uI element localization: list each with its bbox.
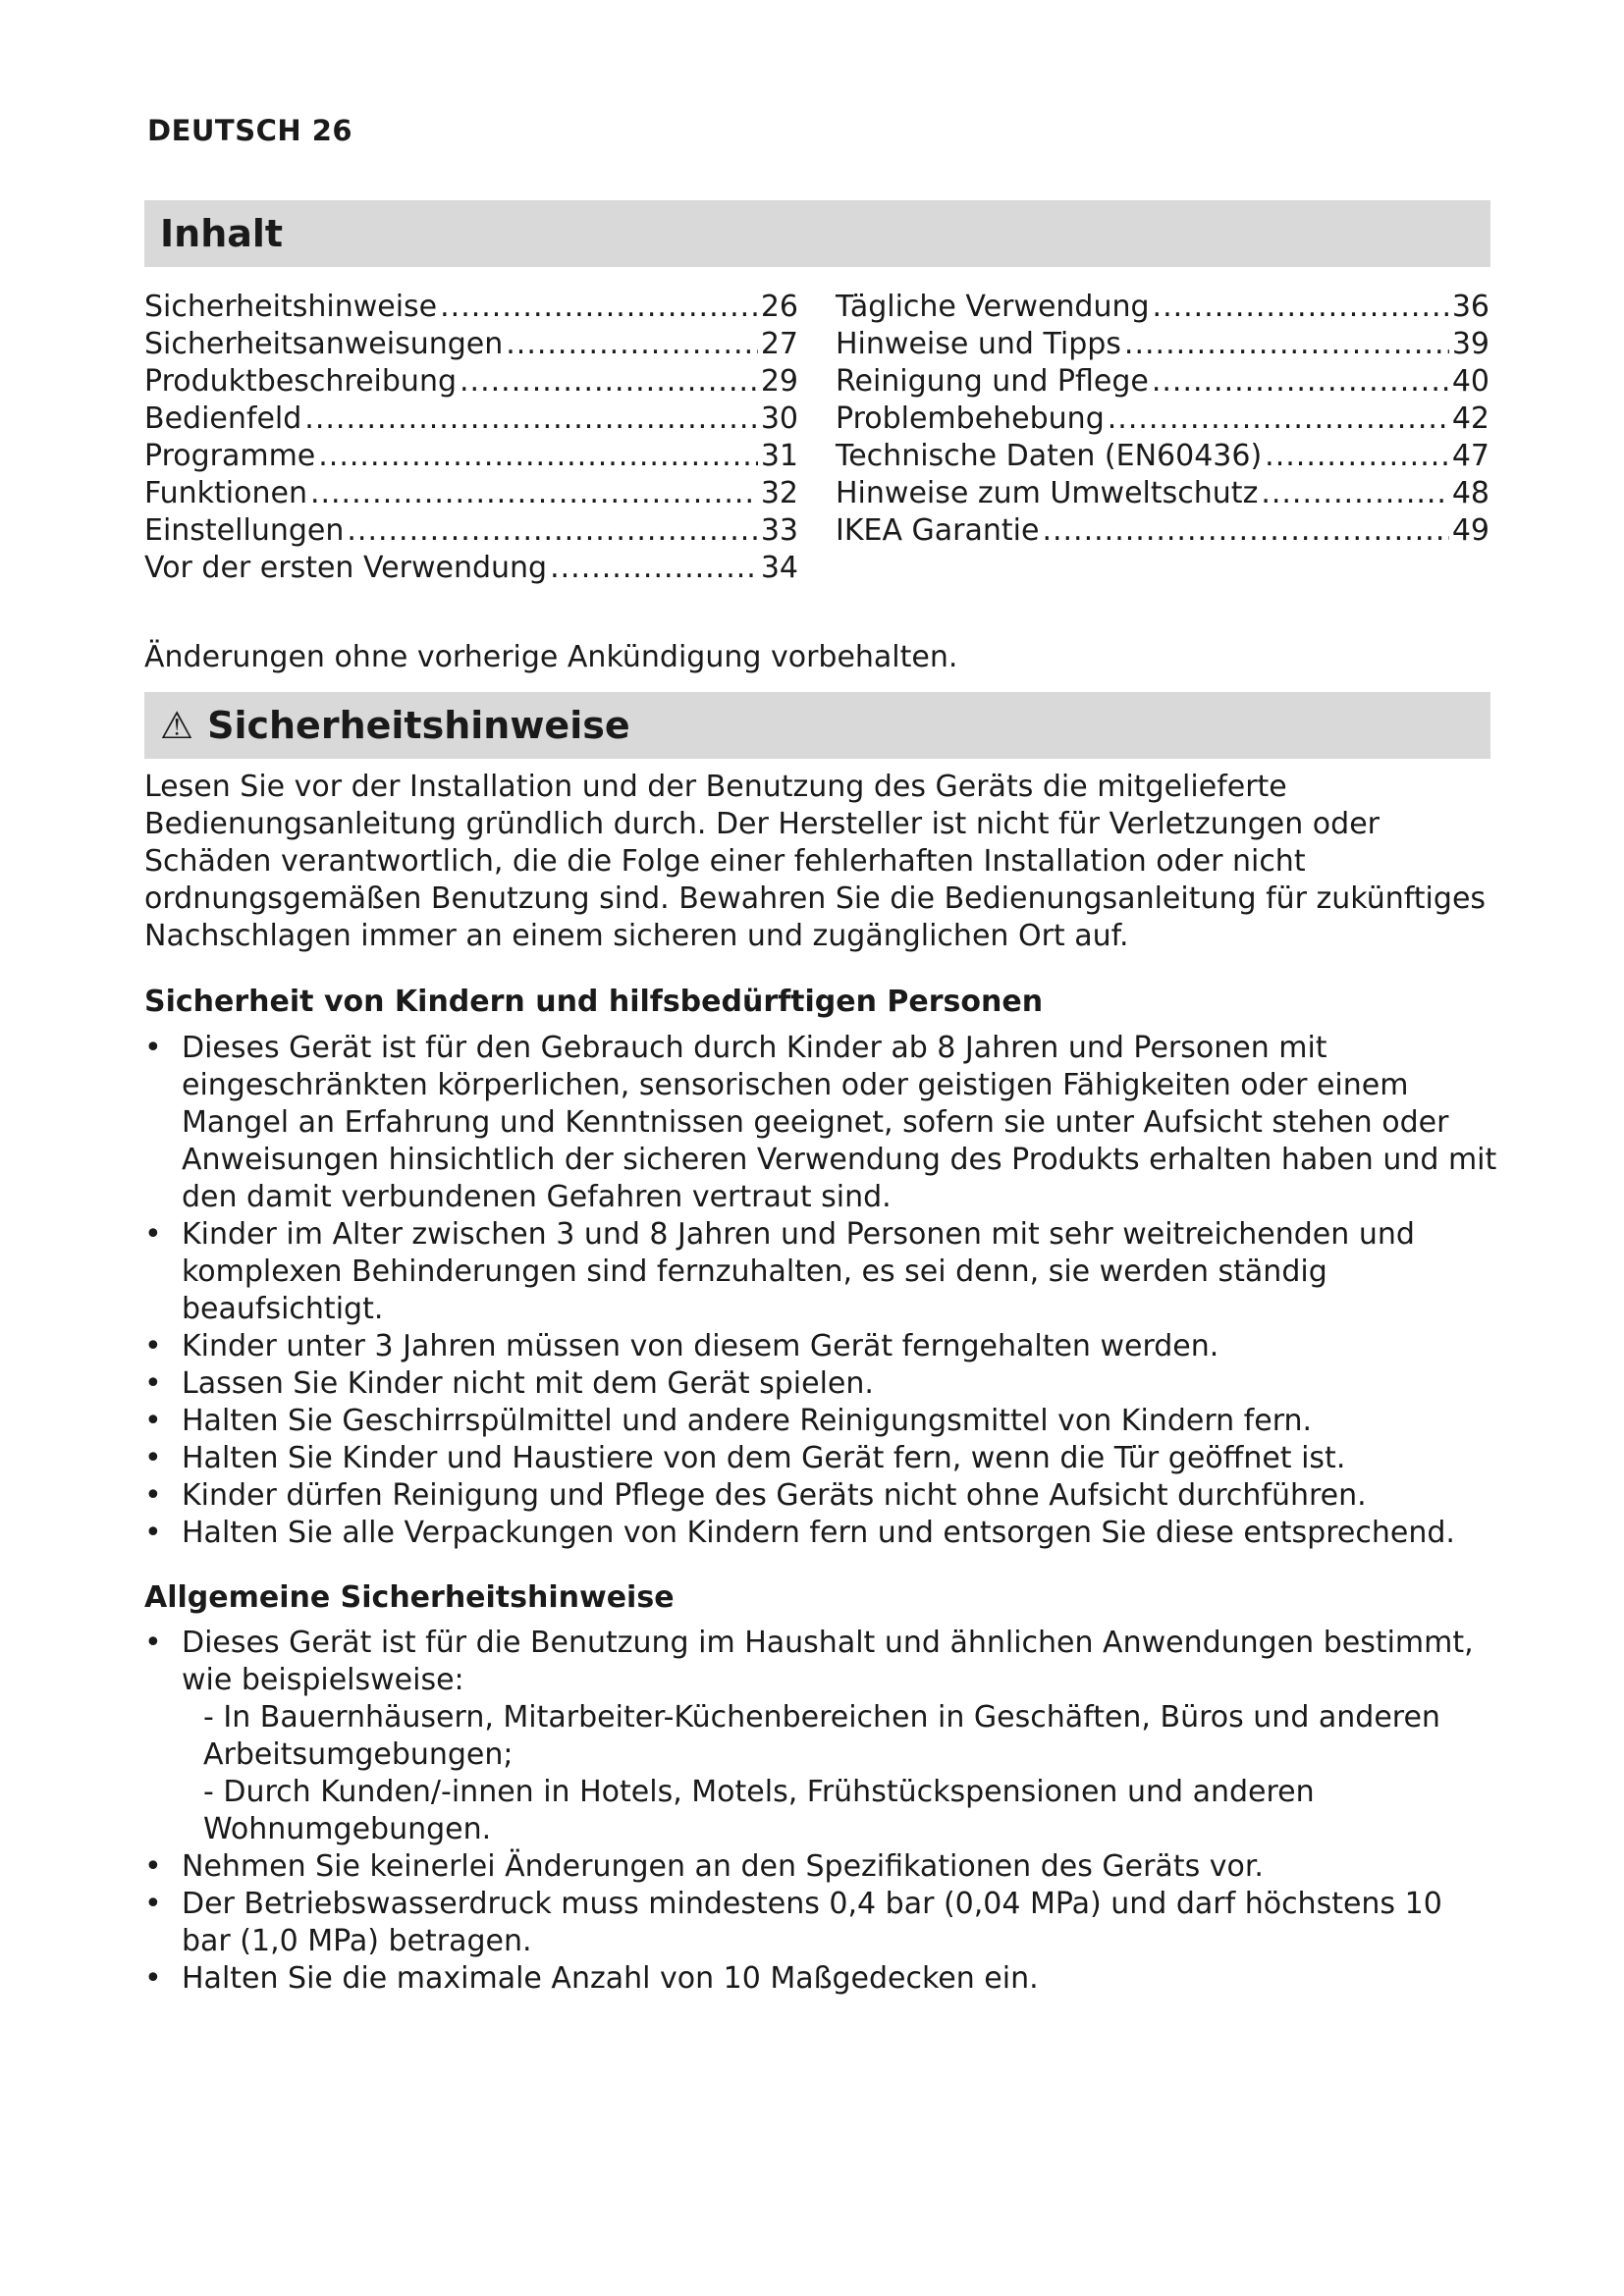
toc-entry-title: Programme <box>144 439 316 473</box>
toc-entry[interactable] <box>836 438 1489 475</box>
toc-dot-leader <box>1153 289 1449 326</box>
toc-dot-leader <box>440 289 758 326</box>
list-item: • Dieses Gerät ist für den Gebrauch durch Kinder ab 8 Jahren und Personen mit eingeschränkten körperlichen, sensorischen oder geistigen Fähigkeiten oder einem Mangel an Erfahrung und Kenntnissen geeignet, sofern sie unter Aufsicht stehen oder Anweisungen hinsichtlich der sicheren Verwendung des Produkts erhalten haben und mit den damit verbundenen Gefahren vertraut sind. <box>144 1030 1499 1216</box>
toc-entry-title: Bedienfeld <box>144 401 302 436</box>
toc-entry-title: Sicherheitshinweise <box>144 290 438 324</box>
toc-entry[interactable] <box>836 475 1489 512</box>
sub-list-item: - In Bauernhäusern, Mitarbeiter-Küchenbereichen in Geschäften, Büros und anderen Arbeitsumgebungen; <box>203 1700 1440 1772</box>
warning-icon: ⚠ <box>160 704 194 747</box>
safety-heading-bar <box>144 692 1490 759</box>
toc-dot-leader <box>1152 363 1449 400</box>
toc-entry-page: 48 <box>1451 476 1489 510</box>
toc-entry-title: Hinweise und Tipps <box>836 327 1121 361</box>
toc-entry[interactable] <box>144 363 798 400</box>
toc-entry[interactable] <box>144 289 798 326</box>
toc-dot-leader <box>550 550 758 587</box>
safety-intro-paragraph: Lesen Sie vor der Installation und der Benutzung des Geräts die mitgelieferte Bedienungsanleitung gründlich durch. Der Hersteller ist nicht für Verletzungen oder Schäden verantwortlich, die die Folge einer fehlerhaften Installation oder nicht ordnungsgemäßen Benutzung sind. Bewahren Sie die Bedienungsanleitung für zukünftiges Nachschlagen immer an einem sicheren und zugänglichen Ort auf. <box>144 770 1487 953</box>
toc-entry-title: Tägliche Verwendung <box>836 290 1150 324</box>
toc-entry-page: 39 <box>1451 327 1489 361</box>
toc-dot-leader <box>310 475 758 512</box>
list-item: • Nehmen Sie keinerlei Änderungen an den Spezifikationen des Geräts vor. <box>144 1848 1499 1886</box>
toc-dot-leader <box>304 400 758 438</box>
toc-dot-leader <box>1108 400 1449 438</box>
children-safety-list <box>144 1030 1499 1552</box>
list-item: • Der Betriebswasserdruck muss mindestens 0,4 bar (0,04 MPa) und darf höchstens 10 bar (1,0 MPa) betragen. <box>144 1886 1499 1960</box>
toc-entry[interactable] <box>144 400 798 438</box>
toc-entry-page: 42 <box>1451 401 1489 436</box>
toc-right-column <box>836 289 1489 550</box>
list-item: • Halten Sie Kinder und Haustiere von dem Gerät fern, wenn die Tür geöffnet ist. <box>144 1440 1499 1477</box>
children-safety-heading: Sicherheit von Kindern und hilfsbedürftigen Personen <box>144 985 1044 1019</box>
list-item: • Halten Sie Geschirrspülmittel und andere Reinigungsmittel von Kindern fern. <box>144 1403 1499 1440</box>
toc-dot-leader <box>1042 512 1448 550</box>
toc-entry-title: Sicherheitsanweisungen <box>144 327 504 361</box>
toc-entry[interactable] <box>836 512 1489 550</box>
toc-entry-page: 29 <box>760 364 798 399</box>
change-notice: Änderungen ohne vorherige Ankündigung vorbehalten. <box>144 640 958 674</box>
contents-title: Inhalt <box>160 212 284 255</box>
toc-entry-title: Technische Daten (EN60436) <box>836 439 1263 473</box>
toc-entry[interactable] <box>144 475 798 512</box>
toc-dot-leader <box>1124 326 1449 363</box>
toc-entry[interactable] <box>144 438 798 475</box>
toc-entry-page: 47 <box>1451 439 1489 473</box>
list-item-text: Dieses Gerät ist für die Benutzung im Haushalt und ähnlichen Anwendungen bestimmt, wie beispielsweise: <box>182 1626 1474 1697</box>
toc-entry-page: 26 <box>760 290 798 324</box>
toc-entry-title: Vor der ersten Verwendung <box>144 551 548 585</box>
toc-entry[interactable] <box>836 289 1489 326</box>
toc-entry-page: 31 <box>760 439 798 473</box>
list-item: • Kinder dürfen Reinigung und Pflege des Geräts nicht ohne Aufsicht durchführen. <box>144 1477 1499 1515</box>
toc-entry-title: Einstellungen <box>144 513 345 548</box>
toc-entry-title: IKEA Garantie <box>836 513 1040 548</box>
toc-entry[interactable] <box>836 363 1489 400</box>
toc-entry-title: Produktbeschreibung <box>144 364 458 399</box>
toc-entry-title: Problembehebung <box>836 401 1105 436</box>
toc-dot-leader <box>1265 438 1449 475</box>
toc-entry[interactable] <box>144 512 798 550</box>
toc-entry-page: 32 <box>760 476 798 510</box>
toc-entry-title: Funktionen <box>144 476 307 510</box>
general-safety-list <box>144 1625 1499 1998</box>
toc-entry-title: Reinigung und Pflege <box>836 364 1149 399</box>
toc-entry-page: 36 <box>1451 290 1489 324</box>
general-safety-heading: Allgemeine Sicherheitshinweise <box>144 1580 675 1615</box>
toc-dot-leader <box>347 512 757 550</box>
toc-entry-page: 40 <box>1451 364 1489 399</box>
list-item: • Halten Sie die maximale Anzahl von 10 Maßgedecken ein. <box>144 1960 1499 1998</box>
toc-entry-page: 30 <box>760 401 798 436</box>
toc-entry[interactable] <box>836 400 1489 438</box>
toc-left-column <box>144 289 798 587</box>
toc-entry[interactable] <box>144 326 798 363</box>
toc-dot-leader <box>506 326 758 363</box>
toc-entry-page: 34 <box>760 551 798 585</box>
toc-dot-leader <box>1261 475 1449 512</box>
toc-entry-page: 33 <box>760 513 798 548</box>
safety-title: Sicherheitshinweise <box>207 704 630 747</box>
contents-heading-bar <box>144 200 1490 267</box>
list-item: • Kinder im Alter zwischen 3 und 8 Jahren und Personen mit sehr weitreichenden und komplexen Behinderungen sind fernzuhalten, es sei denn, sie werden ständig beaufsichtigt. <box>144 1216 1499 1328</box>
toc-entry[interactable] <box>144 550 798 587</box>
toc-entry-page: 49 <box>1451 513 1489 548</box>
toc-entry-title: Hinweise zum Umweltschutz <box>836 476 1259 510</box>
page-header: DEUTSCH 26 <box>147 114 353 147</box>
toc-dot-leader <box>318 438 758 475</box>
toc-dot-leader <box>460 363 758 400</box>
sub-list-item: - Durch Kunden/-innen in Hotels, Motels, Frühstückspensionen und anderen Wohnumgebungen. <box>203 1775 1315 1846</box>
list-item: • Halten Sie alle Verpackungen von Kindern fern und entsorgen Sie diese entsprechend. <box>144 1515 1499 1552</box>
toc-entry[interactable] <box>836 326 1489 363</box>
list-item: • Lassen Sie Kinder nicht mit dem Gerät spielen. <box>144 1365 1499 1403</box>
list-item <box>144 1625 1499 1848</box>
list-item: • Kinder unter 3 Jahren müssen von diesem Gerät ferngehalten werden. <box>144 1328 1499 1365</box>
toc-entry-page: 27 <box>760 327 798 361</box>
